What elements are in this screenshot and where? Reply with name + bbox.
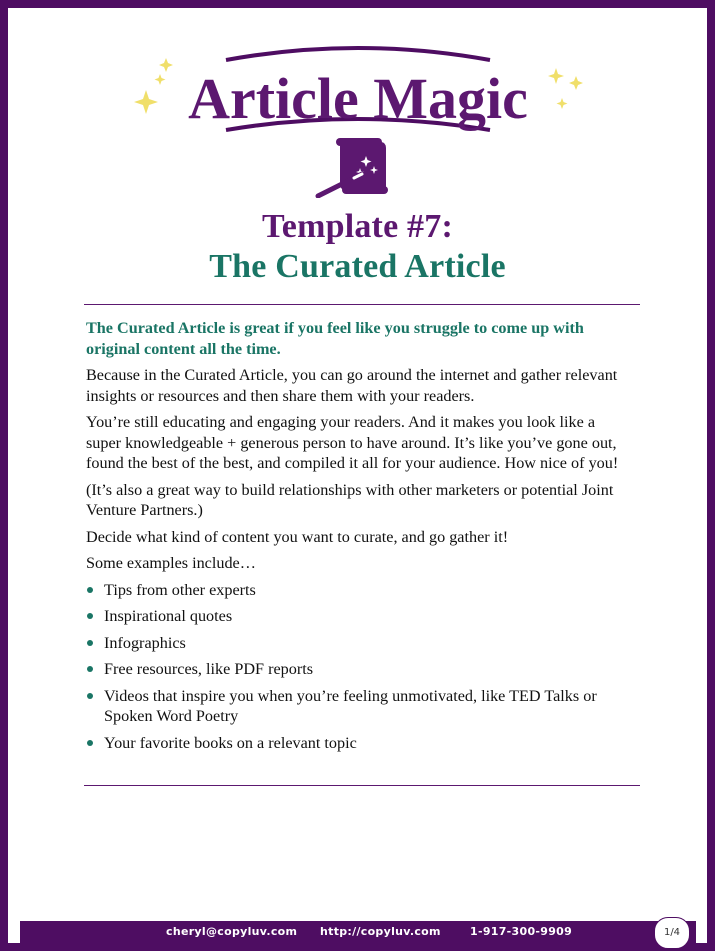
article-body	[86, 318, 634, 759]
footer-email[interactable]: cheryl@copyluv.com	[166, 925, 298, 938]
list-item: Inspirational quotes	[86, 606, 634, 627]
logo-graphic	[118, 38, 598, 198]
article-magic-logo	[118, 38, 598, 198]
list-item: Tips from other experts	[86, 580, 634, 601]
body-paragraph: You’re still educating and engaging your readers. And it makes you look like a super knowledgeable + generous person to have around. It’s like you’ve gone out, found the best of the best, and compiled it all for your audience. How nice of you!	[86, 413, 619, 472]
top-divider	[84, 304, 640, 305]
list-item: Your favorite books on a relevant topic	[86, 733, 634, 754]
logo-text: Article Magic	[188, 66, 528, 131]
list-item: Free resources, like PDF reports	[86, 659, 634, 680]
list-item: Videos that inspire you when you’re feeling unmotivated, like TED Talks or Spoken Word Poetry	[86, 686, 634, 727]
examples-list	[86, 580, 634, 754]
lead-paragraph: The Curated Article is great if you feel like you struggle to come up with original content all the time.	[86, 319, 584, 358]
template-name-title: The Curated Article	[209, 248, 506, 285]
body-paragraph: Decide what kind of content you want to curate, and go gather it!	[86, 527, 509, 546]
logo-top-arc	[226, 48, 490, 60]
list-item: Infographics	[86, 633, 634, 654]
body-paragraph: Because in the Curated Article, you can go around the internet and gather relevant insights or resources and then share them with your readers.	[86, 366, 618, 405]
body-paragraph: Some examples include…	[86, 554, 256, 572]
template-number-title: Template #7:	[262, 208, 453, 245]
body-paragraph: (It’s also a great way to build relationships with other marketers or potential Joint Venture Partners.)	[86, 480, 614, 519]
footer-bar	[20, 921, 696, 945]
footer-url[interactable]: http://copyluv.com	[320, 925, 441, 938]
page-number-badge: 1/4	[654, 917, 690, 949]
footer-phone: 1-917-300-9909	[470, 925, 573, 938]
bottom-divider	[84, 785, 640, 786]
